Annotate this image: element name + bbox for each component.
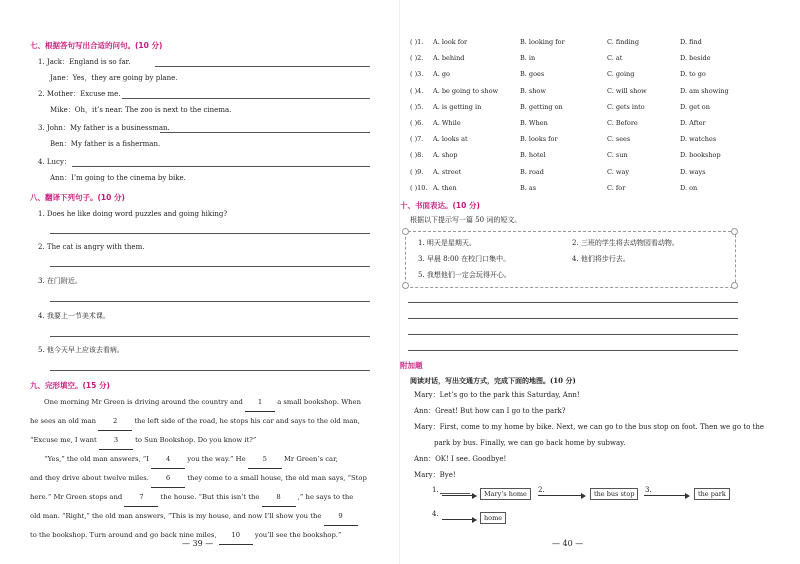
dialog-line-4: park by bus. Finally, we can go back home by subway.	[434, 439, 626, 447]
choice-option-a: A. be going to show	[433, 86, 499, 95]
writing-line[interactable]	[408, 350, 738, 351]
choice-option-d: D. ways	[680, 167, 706, 176]
map-arrow-4	[442, 519, 475, 520]
choice-option-d: D. beside	[680, 54, 711, 63]
choice-answer-slot[interactable]: ( )1.	[410, 38, 424, 46]
dialog-line-3: Mary：First, come to my home by bike. Next, we can go to the bus stop on foot. Then we go to the	[414, 423, 765, 431]
cloze-blank[interactable]: 7	[124, 488, 158, 507]
hint-4: 4. 他们将步行去。	[572, 255, 630, 263]
cloze-line: One morning Mr Green is driving around the country and 1 a small bookshop. When	[30, 393, 370, 412]
map-label-3: 3.	[645, 486, 652, 494]
sec7-a3: Ben：My father is a fisherman.	[50, 140, 161, 148]
choice-option-d: D. to go	[680, 70, 706, 79]
choice-answer-slot[interactable]: ( )9.	[410, 167, 424, 176]
map-node-marys-home: Mary’s home	[480, 488, 531, 500]
choice-option-b: B. show	[520, 86, 546, 95]
map-arrow-2	[538, 495, 584, 496]
choice-option-b: B. in	[520, 54, 536, 63]
page-divider	[399, 0, 400, 564]
choice-option-b: B. When	[520, 119, 548, 127]
box-corner	[402, 228, 409, 235]
choice-option-c: C. going	[607, 70, 635, 79]
cloze-blank[interactable]: 10	[219, 526, 253, 545]
cloze-blank[interactable]: 9	[324, 507, 358, 526]
choice-option-c: C. sun	[607, 151, 628, 160]
choice-option-b: B. as	[520, 183, 537, 192]
cloze-blank[interactable]: 3	[99, 431, 133, 450]
choice-option-c: C. sees	[607, 135, 631, 144]
cloze-line: he sees an old man 2 the left side of the road, he stops his car and says to the old man,	[30, 412, 370, 431]
choice-option-b: B. looking for	[520, 38, 565, 46]
choice-answer-slot[interactable]: ( )4.	[410, 86, 424, 95]
map-node-park: the park	[694, 488, 730, 500]
choice-option-b: B. hotel	[520, 151, 546, 160]
sec7-a2: Mike：Oh，it’s near. The zoo is next to the cinema.	[50, 106, 232, 114]
answer-line[interactable]	[72, 166, 370, 167]
sec8-item3: 3. 在门附近。	[38, 277, 82, 285]
choice-option-b: B. goes	[520, 70, 545, 79]
sec8-item1: 1. Does he like doing word puzzles and going hiking?	[38, 210, 228, 218]
choice-option-c: C. Before	[607, 119, 638, 127]
map-node-bus-stop: the bus stop	[590, 488, 638, 500]
choice-option-d: D. get on	[680, 102, 710, 111]
dialog-line-5: Ann：OK! I see. Goodbye!	[414, 455, 507, 463]
cloze-line: to the bookshop. Turn around and go back nine miles, 10 you’ll see the bookshop.”	[30, 526, 370, 545]
choice-option-c: C. gets into	[607, 102, 645, 111]
choice-option-a: A. look for	[433, 38, 468, 46]
map-label-1: 1.	[432, 486, 439, 494]
answer-line[interactable]	[50, 233, 370, 234]
choice-option-a: A. looks at	[433, 135, 468, 144]
sec7-a1: Jane：Yes，they are going by plane.	[50, 74, 178, 82]
map-arrow-3	[644, 495, 688, 496]
cloze-line: old man. “Right,” the old man answers, “This is my house, and now I’ll show you the 9	[30, 507, 370, 526]
choice-answer-slot[interactable]: ( )10.	[410, 183, 428, 192]
choice-option-c: C. way	[607, 167, 629, 176]
sec7-q2: 2. Mother：Excuse me.	[38, 90, 121, 98]
choice-answer-slot[interactable]: ( )6.	[410, 119, 424, 127]
answer-line[interactable]	[122, 98, 370, 99]
sec7-q3: 3. John：My father is a businessman.	[38, 124, 170, 132]
choice-option-b: B. road	[520, 167, 544, 176]
choice-option-d: D. find	[680, 38, 702, 46]
cloze-blank[interactable]: 6	[151, 469, 185, 488]
choice-option-b: B. looks for	[520, 135, 558, 144]
sec8-item2: 2. The cat is angry with them.	[38, 243, 145, 251]
map-blank-1[interactable]	[440, 493, 470, 494]
choice-option-a: A. then	[433, 183, 457, 192]
page-number-right: — 40 —	[552, 539, 584, 548]
choice-option-d: D. After	[680, 119, 706, 127]
dialog-line-6: Mary：Bye!	[414, 471, 456, 479]
choice-option-c: C. at	[607, 54, 623, 63]
choice-option-d: D. on	[680, 183, 698, 192]
writing-line[interactable]	[408, 302, 738, 303]
cloze-line: here.” Mr Green stops and 7 the house. “But this isn’t the 8 ,” he says to the	[30, 488, 370, 507]
choice-option-d: D. watches	[680, 135, 717, 144]
box-corner	[731, 282, 738, 289]
choice-answer-slot[interactable]: ( )2.	[410, 54, 424, 63]
choice-option-a: A. go	[433, 70, 450, 79]
sec8-item5: 5. 他今天早上应该去看病。	[38, 346, 124, 354]
choice-answer-slot[interactable]: ( )5.	[410, 102, 424, 111]
answer-line[interactable]	[50, 301, 370, 302]
choice-option-c: C. for	[607, 183, 626, 192]
sec7-q4: 4. Lucy：	[38, 158, 71, 166]
writing-line[interactable]	[408, 334, 738, 335]
map-arrow-1	[442, 495, 475, 496]
section-7-title: 七、根据答句写出合适的问句。(10 分)	[30, 41, 163, 50]
hint-1: 1. 明天是星期天。	[418, 239, 476, 247]
hint-2: 2. 三班的学生将去动物园看动物。	[572, 239, 679, 247]
cloze-blank[interactable]: 8	[262, 488, 296, 507]
choice-option-a: A. street	[433, 167, 462, 176]
choice-option-c: C. finding	[607, 38, 639, 46]
answer-line[interactable]	[160, 132, 370, 133]
sec7-a4: Ann：I’m going to the cinema by bike.	[50, 174, 186, 182]
choice-option-a: A. behind	[433, 54, 465, 63]
map-label-2: 2.	[538, 486, 545, 494]
writing-line[interactable]	[408, 318, 738, 319]
choice-option-d: D. am showing	[680, 86, 729, 95]
sec10-prompt: 根据以下提示写一篇 50 词的短文。	[410, 216, 522, 224]
hint-3: 3. 早晨 8:00 在校门口集中。	[418, 255, 511, 263]
cloze-passage	[30, 393, 370, 545]
answer-line[interactable]	[50, 336, 370, 337]
cloze-blank[interactable]: 1	[245, 393, 275, 412]
box-corner	[731, 228, 738, 235]
page-number-left: — 39 —	[182, 539, 214, 548]
sec7-q1: 1. Jack：England is so far.	[38, 58, 131, 66]
hint-5: 5. 我想他们一定会玩得开心。	[418, 271, 511, 279]
answer-line[interactable]	[50, 370, 370, 371]
cloze-blank[interactable]: 5	[248, 450, 282, 469]
choice-answer-slot[interactable]: ( )7.	[410, 135, 424, 144]
section-8-title: 八、翻译下列句子。(10 分)	[30, 193, 125, 202]
cloze-blank[interactable]: 2	[98, 412, 132, 431]
dialog-line-1: Mary：Let’s go to the park this Saturday, Ann!	[414, 391, 580, 399]
bonus-subtitle: 阅读对话，写出交通方式，完成下面的地图。(10 分)	[410, 376, 576, 385]
choice-option-a: A. is getting in	[433, 102, 482, 111]
cloze-blank[interactable]: 4	[151, 450, 185, 469]
dialog-line-2: Ann：Great! But how can I go to the park?	[414, 407, 566, 415]
map-label-4: 4.	[432, 510, 439, 518]
choice-option-a: A. shop	[433, 151, 458, 160]
section-9-title: 九、完形填空。(15 分)	[30, 381, 110, 390]
choice-option-b: B. getting on	[520, 102, 563, 111]
answer-line[interactable]	[155, 66, 370, 67]
sec8-item4: 4. 我要上一节美术课。	[38, 312, 110, 320]
map-node-home: home	[480, 512, 506, 524]
box-corner	[402, 282, 409, 289]
cloze-line: “Excuse me, I want 3 to Sun Bookshop. Do you know it?”	[30, 431, 370, 450]
choice-option-d: D. bookshop	[680, 151, 721, 160]
answer-line[interactable]	[50, 266, 370, 267]
bonus-title: 附加题	[400, 361, 423, 370]
choice-option-c: C. will show	[607, 86, 647, 95]
choice-answer-slot[interactable]: ( )3.	[410, 70, 424, 79]
choice-option-a: A. While	[433, 119, 461, 127]
cloze-line: and they drive about twelve miles. 6 they come to a small house, the old man says, “Stop	[30, 469, 370, 488]
choice-answer-slot[interactable]: ( )8.	[410, 151, 424, 160]
section-10-title: 十、书面表达。(10 分)	[400, 201, 480, 210]
cloze-line: “Yes,” the old man answers, “I 4 you the way.” He 5 Mr Green’s car,	[30, 450, 370, 469]
